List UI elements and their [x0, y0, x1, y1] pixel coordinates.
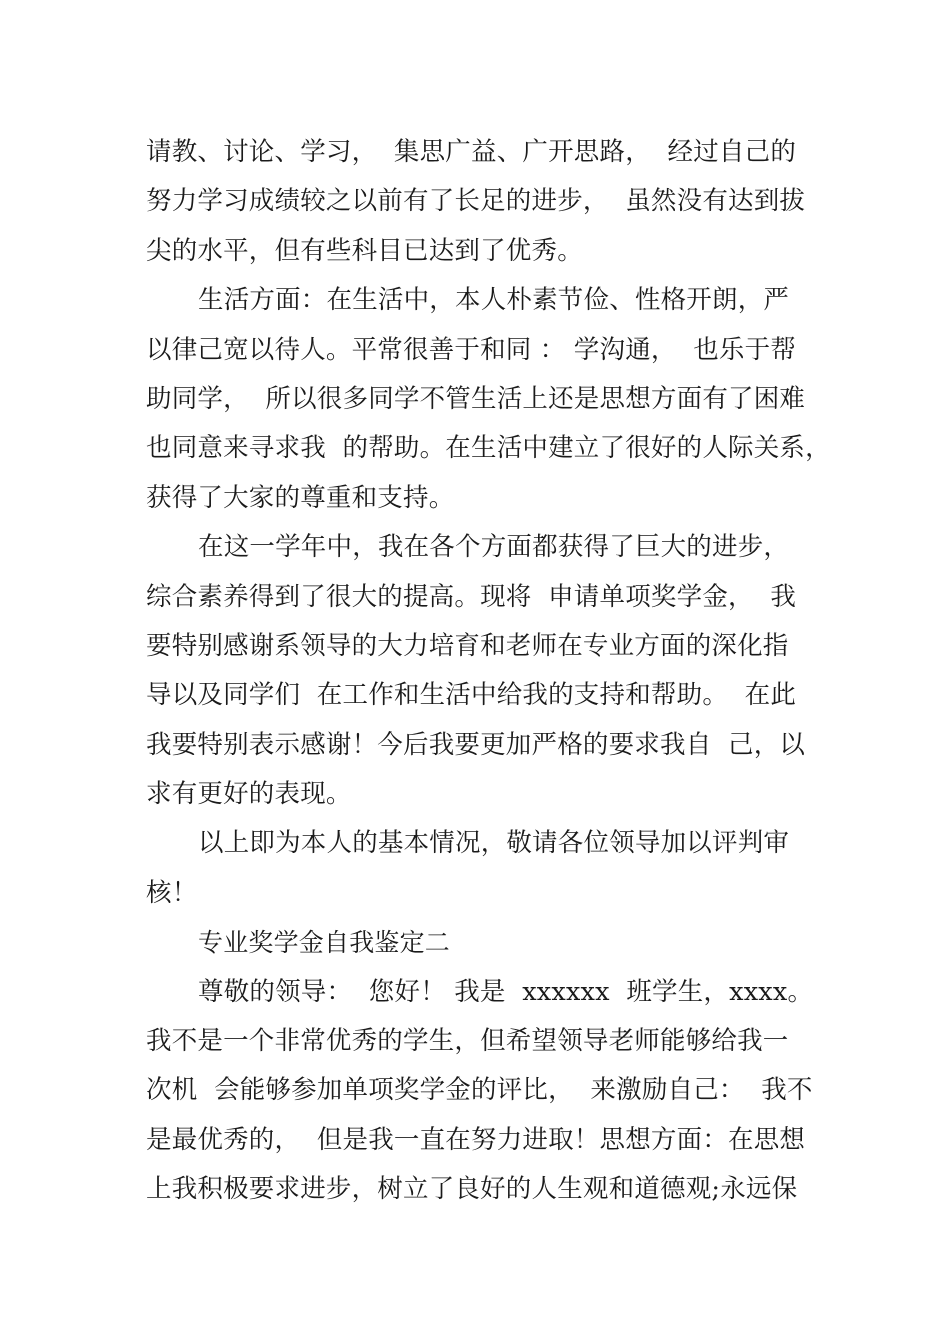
text-line-8: 获得了大家的尊重和支持。: [146, 482, 455, 513]
text-line-9: 在这一学年中，我在各个方面都获得了巨大的进步，: [198, 532, 790, 563]
section-heading: 专业奖学金自我鉴定二: [198, 928, 451, 958]
text-line-19: 我不是一个非常优秀的学生，但希望领导老师能够给我一: [146, 1026, 789, 1057]
text-line-7: 也同意来寻求我 的帮助。在生活中建立了很好的人际关系，: [146, 433, 831, 464]
text-line-3: 尖的水平，但有些科目已达到了优秀。: [146, 235, 583, 266]
text-line-12: 导以及同学们 在工作和生活中给我的支持和帮助。 在此: [146, 680, 797, 711]
text-line-21: 是最优秀的， 但是我一直在努力进取！思想方面：在思想: [146, 1124, 806, 1155]
text-line-13: 我要特别表示感谢！今后我要更加严格的要求我自 己，以: [146, 729, 806, 760]
text-line-16: 核！: [146, 877, 198, 908]
text-line-1: 请教、讨论、学习， 集思广益、广开思路， 经过自己的: [146, 137, 797, 167]
text-line-11: 要特别感谢系领导的大力培育和老师在专业方面的深化指: [146, 630, 789, 661]
text-line-20: 次机 会能够参加单项奖学金的评比， 来激励自己： 我不: [146, 1075, 813, 1106]
text-line-4: 生活方面：在生活中，本人朴素节俭、性格开朗，严: [198, 285, 790, 316]
text-line-15: 以上即为本人的基本情况，敬请各位领导加以评判审: [198, 828, 790, 859]
text-line-22: 上我积极要求进步，树立了良好的人生观和道德观;永远保: [146, 1174, 798, 1205]
text-line-10: 综合素养得到了很大的提高。现将 申请单项奖学金， 我: [146, 581, 797, 612]
text-line-5: 以律己宽以待人。平常很善于和同 ： 学沟通， 也乐于帮: [146, 334, 797, 365]
text-line-14: 求有更好的表现。: [146, 779, 352, 810]
text-line-6: 助同学， 所以很多同学不管生活上还是思想方面有了困难: [146, 383, 806, 414]
document-body: [146, 128, 831, 1215]
text-line-2: 努力学习成绩较之以前有了长足的进步， 虽然没有达到拔: [146, 186, 806, 217]
text-line-18: 尊敬的领导： 您好！ 我是 xxxxxx 班学生，xxxx。: [198, 976, 814, 1007]
